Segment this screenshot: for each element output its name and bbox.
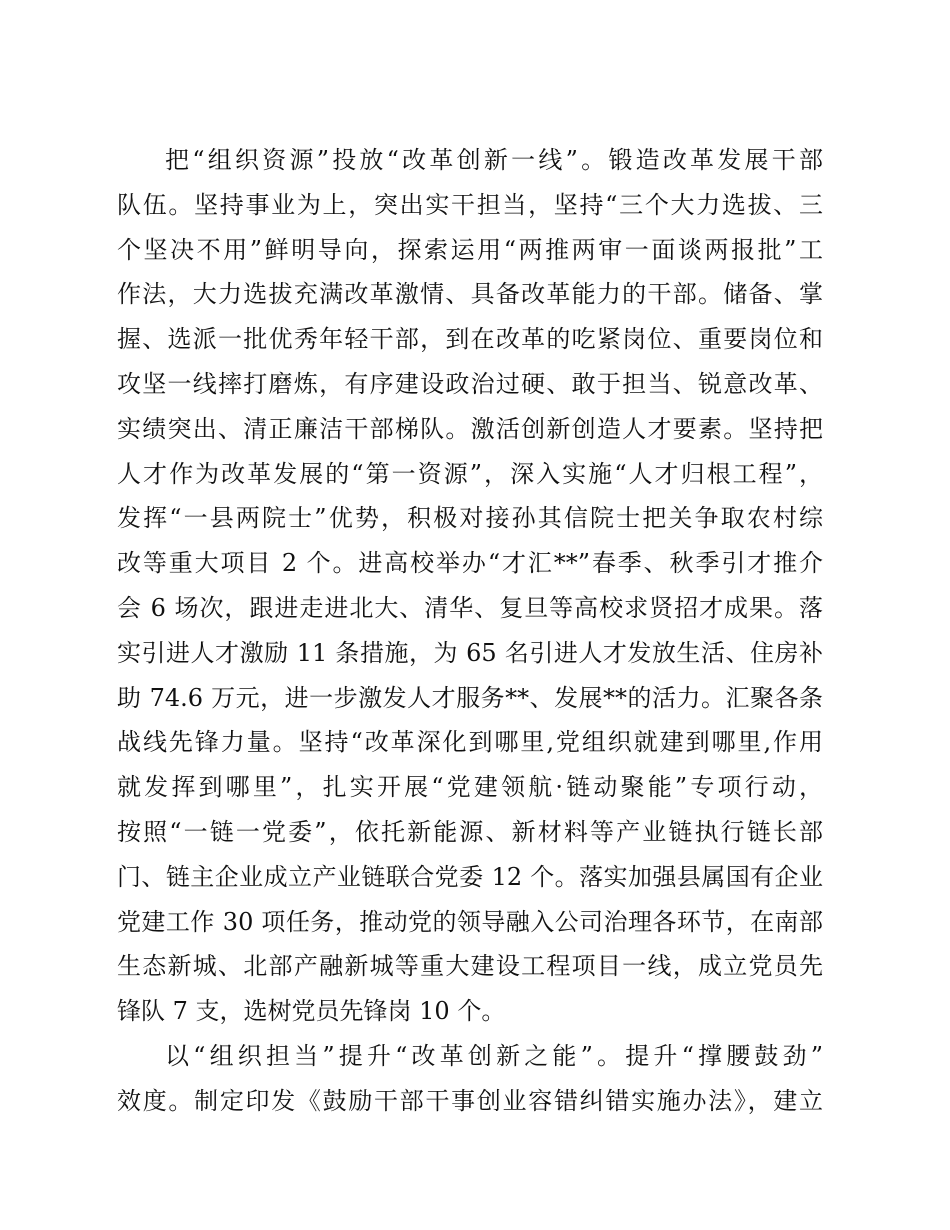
text-line: 按照“一链一党委”，依托新能源、新材料等产业链执行链长部	[117, 817, 823, 846]
paragraph-1	[117, 138, 823, 1034]
text-line: 发挥“一县两院士”优势，积极对接孙其信院士把关争取农村综	[117, 504, 823, 533]
text-line: 生态新城、北部产融新城等重大建设工程项目一线，成立党员先	[117, 952, 823, 981]
text-line: 实绩突出、清正廉洁干部梯队。激活创新创造人才要素。坚持把	[117, 414, 823, 443]
text-line: 党建工作 30 项任务，推动党的领导融入公司治理各环节，在南部	[117, 907, 823, 936]
text-line: 以“组织担当”提升“改革创新之能”。提升“撑腰鼓劲”	[165, 1041, 823, 1070]
text-line: 助 74.6 万元，进一步激发人才服务**、发展**的活力。汇聚各条	[117, 683, 823, 712]
text-line: 人才作为改革发展的“第一资源”，深入实施“人才归根工程”，	[117, 459, 823, 488]
text-line: 队伍。坚持事业为上，突出实干担当，坚持“三个大力选拔、三	[117, 190, 823, 219]
text-line: 就发挥到哪里”，扎实开展“党建领航·链动聚能”专项行动，	[117, 773, 823, 802]
text-line: 把“组织资源”投放“改革创新一线”。锻造改革发展干部	[165, 146, 823, 174]
text-line: 会 6 场次，跟进走进北大、清华、复旦等高校求贤招才成果。落	[117, 593, 823, 622]
text-line: 握、选派一批优秀年轻干部，到在改革的吃紧岗位、重要岗位和	[117, 325, 823, 354]
body-text	[117, 138, 823, 1124]
text-line: 实引进人才激励 11 条措施，为 65 名引进人才发放生活、住房补	[117, 638, 823, 667]
text-line: 作法，大力选拔充满改革激情、具备改革能力的干部。储备、掌	[117, 280, 823, 309]
text-line: 改等重大项目 2 个。进高校举办“才汇**”春季、秋季引才推介	[117, 549, 823, 578]
text-line: 个坚决不用”鲜明导向，探索运用“两推两审一面谈两报批”工	[117, 235, 823, 264]
text-line: 锋队 7 支，选树党员先锋岗 10 个。	[117, 997, 506, 1026]
paragraph-2	[117, 1034, 823, 1124]
text-line: 战线先锋力量。坚持“改革深化到哪里,党组织就建到哪里,作用	[117, 728, 823, 757]
text-line: 攻坚一线摔打磨炼，有序建设政治过硬、敢于担当、锐意改革、	[117, 369, 823, 398]
text-line: 门、链主企业成立产业链联合党委 12 个。落实加强县属国有企业	[117, 862, 823, 891]
text-line: 效度。制定印发《鼓励干部干事创业容错纠错实施办法》，建立	[117, 1086, 823, 1115]
